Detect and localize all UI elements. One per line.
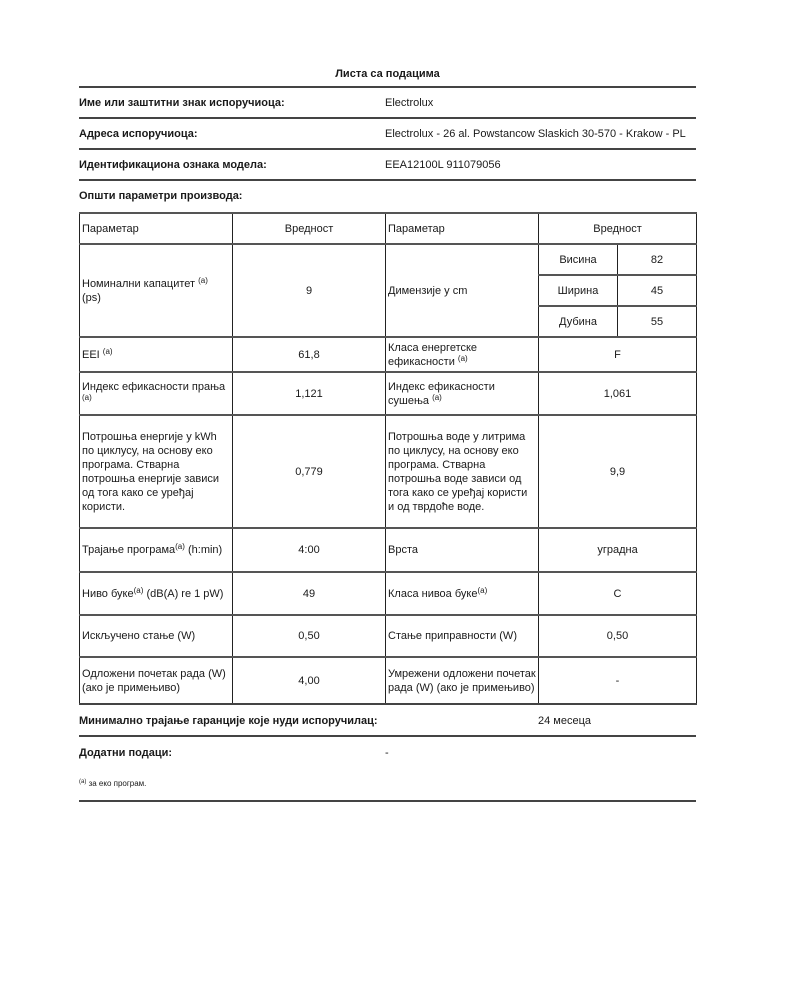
dimension-label: Дубина	[539, 306, 618, 337]
param-cell	[80, 572, 233, 615]
param-cell	[80, 337, 233, 372]
supplier-address-row	[79, 119, 696, 149]
footnote-ref: (a)	[477, 585, 488, 595]
param-text: Класа нивоа буке	[388, 587, 478, 600]
param-unit: (ps)	[82, 291, 101, 304]
value-cell: 61,8	[233, 337, 386, 372]
model-id-row	[79, 150, 696, 180]
warranty-label: Минимално трајање гаранције које нуди испоручилац:	[79, 715, 378, 727]
footnote-ref: (a)	[457, 353, 468, 363]
param-text: Номинални капацитет	[82, 277, 196, 290]
additional-info-label: Додатни подаци:	[79, 747, 173, 759]
header-parameter: Параметар	[386, 213, 539, 244]
divider	[79, 735, 696, 737]
table-row	[80, 657, 697, 704]
value-cell: -	[539, 657, 697, 704]
param-cell: Врста	[386, 528, 539, 572]
footnote-ref: (a)	[82, 392, 92, 402]
footnote-ref: (a)	[175, 542, 185, 551]
footnote-ref: (a)	[198, 275, 208, 285]
param-text: EEI	[82, 348, 100, 361]
value-cell: 0,779	[233, 415, 386, 528]
value-cell: 4:00	[233, 528, 386, 572]
model-id-label: Идентификациона ознака модела:	[79, 159, 267, 171]
value-cell: 9,9	[539, 415, 697, 528]
table-row	[80, 244, 697, 275]
supplier-name-row	[79, 88, 696, 118]
value-cell: уградна	[539, 528, 697, 572]
parameters-table	[79, 212, 697, 705]
warranty-row	[79, 706, 696, 736]
footnote-ref: (a)	[102, 346, 113, 356]
param-cell	[386, 337, 539, 372]
param-cell: Умрежени одложени почетак рада (W) (ако је примењиво)	[386, 657, 539, 704]
dimension-value: 82	[618, 244, 697, 275]
dimension-label: Висина	[539, 244, 618, 275]
param-text: Индекс ефикасности прања	[82, 380, 226, 393]
param-cell	[386, 572, 539, 615]
warranty-value: 24 месеца	[538, 715, 592, 727]
value-cell: 0,50	[233, 615, 386, 657]
param-cell: Потрошња воде у литрима по циклусу, на основу еко програма. Стварна потрошња воде зависи од тога како се уређај користи и од тврдоће воде.	[386, 415, 539, 528]
footnote-ref: (a)	[133, 585, 144, 595]
additional-info-value: -	[385, 747, 389, 759]
dimension-value: 55	[618, 306, 697, 337]
table-row	[80, 572, 697, 615]
header-value: Вредност	[539, 213, 697, 244]
param-cell: Одложени почетак рада (W) (ако је примењиво)	[80, 657, 233, 704]
param-unit: (dB(A) re 1 pW)	[146, 587, 224, 600]
header-parameter: Параметар	[80, 213, 233, 244]
param-cell: Стање приправности (W)	[386, 615, 539, 657]
value-cell: F	[539, 337, 697, 372]
divider	[79, 179, 696, 181]
param-cell: Искључено стање (W)	[80, 615, 233, 657]
supplier-address-value: Electrolux - 26 al. Powstancow Slaskich 30-570 - Krakow - PL	[385, 128, 686, 140]
param-cell: Димензије у cm	[386, 244, 539, 337]
dimension-value: 45	[618, 275, 697, 306]
header-value: Вредност	[233, 213, 386, 244]
table-row	[80, 372, 697, 415]
table-row	[80, 615, 697, 657]
param-cell: Потрошња енергије у kWh по циклусу, на основу еко програма. Стварна потрошња енергије зависи од тога како се уређај користи.	[80, 415, 233, 528]
table-row	[80, 415, 697, 528]
table-header-row	[80, 213, 697, 244]
value-cell: 0,50	[539, 615, 697, 657]
footnote-ref: (a)	[432, 392, 442, 402]
param-text: Класа енергетске ефикасности	[388, 341, 478, 368]
divider	[79, 800, 696, 802]
dimension-label: Ширина	[539, 275, 618, 306]
value-cell: 9	[233, 244, 386, 337]
value-cell: 49	[233, 572, 386, 615]
param-text: Ниво буке	[82, 587, 134, 600]
value-cell: 1,061	[539, 372, 697, 415]
value-cell: C	[539, 572, 697, 615]
additional-info-row	[79, 738, 696, 768]
table-row	[80, 337, 697, 372]
general-params-label: Општи параметри производа:	[79, 190, 243, 202]
footnote	[79, 779, 146, 788]
footnote-marker: (a)	[79, 779, 87, 785]
param-cell	[386, 372, 539, 415]
table-row	[80, 528, 697, 572]
document-title: Листа са подацима	[335, 68, 440, 80]
supplier-address-label: Адреса испоручиоца:	[79, 128, 198, 140]
value-cell: 1,121	[233, 372, 386, 415]
param-cell	[80, 244, 233, 337]
param-text: Трајање програма	[82, 544, 176, 556]
supplier-name-value: Electrolux	[385, 97, 434, 109]
param-cell	[80, 528, 233, 572]
param-text: Индекс ефикасности сушења	[388, 380, 495, 407]
footnote-text: за еко програм.	[88, 779, 147, 788]
value-cell: 4,00	[233, 657, 386, 704]
param-unit: (h:min)	[187, 544, 223, 556]
param-cell	[80, 372, 233, 415]
model-id-value: EEA12100L 911079056	[385, 159, 501, 171]
supplier-name-label: Име или заштитни знак испоручиоца:	[79, 97, 285, 109]
